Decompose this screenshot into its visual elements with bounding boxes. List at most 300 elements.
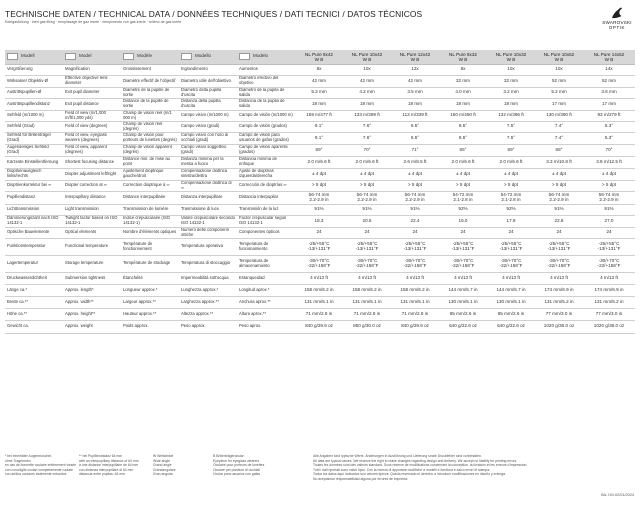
row-label: Campo visivo (gradi)	[179, 121, 237, 132]
row-label: Functional temperature	[63, 238, 121, 255]
row-value: 158 mm/6.2 in	[391, 284, 439, 296]
row-label: Temperatura de almacenamiento	[237, 255, 295, 272]
row-value: -30/+70°C -22/+158°F	[487, 255, 535, 272]
row-label: Magnification	[63, 64, 121, 75]
row-label: Température de stockage	[121, 255, 179, 272]
row-label: Longitud aprox.*	[237, 284, 295, 296]
lang-header	[237, 50, 295, 64]
row-label: Breite ca.**	[5, 296, 63, 308]
row-label: Sehfeld für Brillenträger (Grad)	[5, 132, 63, 144]
row-value: 6.5°	[391, 132, 439, 144]
row-value: 91%	[295, 204, 343, 215]
row-label: Exit pupil distance	[63, 98, 121, 110]
row-value: 9.1°	[295, 132, 343, 144]
flag-icon	[239, 53, 250, 60]
row-value: 2.0 m/6.6 ft	[343, 156, 391, 168]
table-row	[5, 132, 635, 144]
row-label: Pupillendistanz	[5, 191, 63, 204]
table-row	[5, 308, 635, 320]
brand-logo	[600, 6, 634, 30]
row-value: 4 m/13 ft	[583, 272, 635, 284]
row-label: Campo visivo (m/1000 m)	[179, 110, 237, 121]
row-label: Ajuste de dioptrías izquierda/derecha	[237, 168, 295, 180]
row-value: 7.6°	[343, 132, 391, 144]
row-label: Compensazione diottrica di ∞	[179, 180, 237, 191]
logo-sub: OPTIK	[608, 25, 626, 30]
row-value: 158 mm/6.2 in	[295, 284, 343, 296]
row-value: -25/+55°C -13/+131°F	[295, 238, 343, 255]
row-value: > 5 dpt	[439, 180, 487, 191]
row-value: ± 4 dpt	[439, 168, 487, 180]
row-label: Corrección de dioptrías ∞	[237, 180, 295, 191]
row-value: 5.3°	[583, 132, 635, 144]
row-value: 132 m/396 ft	[487, 110, 535, 121]
row-value: 4 m/13 ft	[295, 272, 343, 284]
row-value: 8x	[295, 64, 343, 75]
row-label: Distanza della pupilla d'uscita	[179, 98, 237, 110]
row-value: 65 mm/2.6 in	[487, 308, 535, 320]
row-label: Dioptrienkorrektur bei ∞	[5, 180, 63, 191]
row-value: 32 mm	[439, 75, 487, 87]
row-label: Austrittspupillendistanz	[5, 98, 63, 110]
lang-header	[63, 50, 121, 64]
row-label: Distanza interpupillare	[179, 191, 237, 204]
row-value: 92%	[487, 204, 535, 215]
row-label: Distance min. de mise au point	[121, 156, 179, 168]
row-value: 7.6°	[343, 121, 391, 132]
footnote-line: with an interpupillary distance of 64 mm	[79, 458, 139, 463]
row-label: Diopter correction at ∞	[63, 180, 121, 191]
row-value: -25/+55°C -13/+131°F	[583, 238, 635, 255]
row-value: 4 m/13 ft	[487, 272, 535, 284]
row-label: Estanqueidad	[237, 272, 295, 284]
row-value: -25/+55°C -13/+131°F	[391, 238, 439, 255]
footnote-line: Gran angular	[153, 472, 173, 477]
row-value: 113 m/339 ft	[391, 110, 439, 121]
row-label: Peso approx.	[179, 320, 237, 333]
row-label: Effective objective lens diameter	[63, 75, 121, 87]
row-value: 16.0	[439, 215, 487, 227]
table-row	[5, 320, 635, 333]
model-header: NL Pure 12x42 W B	[391, 50, 439, 64]
row-value: 4 m/13 ft	[439, 272, 487, 284]
footnote-line: Eyepiece for eyeglass wearers	[213, 458, 260, 463]
row-value: -30/+70°C -22/+158°F	[343, 255, 391, 272]
row-value: 3.8 m/12.5 ft	[583, 156, 635, 168]
disclaimer-line: All data are typical values. We reserve the right to make changes regarding design and delivery. We accept no liability for printing errors.	[313, 458, 518, 463]
row-value: 93 m/279 ft	[583, 110, 635, 121]
row-value: 2.0 m/6.6 ft	[487, 156, 535, 168]
row-label: Champ de vision apparent (degrés)	[121, 144, 179, 156]
row-value: 18 mm	[487, 98, 535, 110]
row-label: Distancia interpupilar	[237, 191, 295, 204]
row-value: 150 m/450 ft	[439, 110, 487, 121]
row-label: Storage temperature	[63, 255, 121, 272]
row-value: 3.3 m/10.8 ft	[535, 156, 583, 168]
row-value: 640 g/22.6 oz	[439, 320, 487, 333]
row-value: 7.5°	[487, 132, 535, 144]
row-value: 2.0 m/6.6 ft	[439, 156, 487, 168]
lang-header-label: Modèle	[137, 53, 153, 59]
row-label: Augenseitiges Sehfeld (Grad)	[5, 144, 63, 156]
row-label: Diamètre de la pupille de sortie	[121, 87, 179, 98]
table-row	[5, 227, 635, 238]
row-value: 10x	[487, 64, 535, 75]
row-label: Approx. height**	[63, 308, 121, 320]
table-row	[5, 75, 635, 87]
footnote-eyeglass	[213, 454, 264, 477]
footnote-wide-angle	[153, 454, 176, 477]
row-label: Approx. width**	[63, 296, 121, 308]
row-value: 131 mm/5.2 in	[583, 296, 635, 308]
row-label: Compensazione diottrica sinistra/destra	[179, 168, 237, 180]
row-value: 17.9	[487, 215, 535, 227]
row-label: Dämmerungszahl nach ISO 14132-1	[5, 215, 63, 227]
row-value: 77 mm/3.0 in	[583, 308, 635, 320]
row-value: 840 g/29.6 oz	[391, 320, 439, 333]
row-label: Ajustement dioptrique gauche/droit	[121, 168, 179, 180]
row-value: -25/+55°C -13/+131°F	[439, 238, 487, 255]
row-label: Austrittspupillen-Ø	[5, 87, 63, 98]
table-row	[5, 64, 635, 75]
row-value: ± 4 dpt	[343, 168, 391, 180]
row-label: Ingrandimento	[179, 64, 237, 75]
row-value: 70°	[343, 144, 391, 156]
row-label: Distancia de la pupila de salida	[237, 98, 295, 110]
disclaimer-line: Toutes les données sont des valeurs standard. Sous réserve de modifications concernant la conception, la livraison et les erreurs d'impression.	[313, 463, 528, 468]
row-value: 91%	[343, 204, 391, 215]
row-label: Höhe ca.**	[5, 308, 63, 320]
row-label: Grossissement	[121, 64, 179, 75]
footnote-line: ** bei Pupillendistanz 64 mm	[79, 454, 123, 458]
lang-header-label: Modello	[195, 53, 212, 59]
row-value: 3.5 mm	[391, 87, 439, 98]
row-label: Exit pupil diameter	[63, 87, 121, 98]
row-value: 2.6 m/8.5 ft	[391, 156, 439, 168]
row-label: Lunghezza approx.*	[179, 284, 237, 296]
row-label: Transmisión de la luz	[237, 204, 295, 215]
row-value: 7.4°	[535, 132, 583, 144]
row-value: 56-74 mm 2.2-2.9 in	[535, 191, 583, 204]
row-label: Field of view (m/1,000 m/ft/1,000 yds)	[63, 110, 121, 121]
footnote-line: Oculare per portatori di occhiali	[213, 467, 260, 472]
row-label: Shortest focusing distance	[63, 156, 121, 168]
row-value: > 5 dpt	[295, 180, 343, 191]
row-label: Numero delle componenti ottiche	[179, 227, 237, 238]
row-label: Interpupillary distance	[63, 191, 121, 204]
row-value: 70°	[583, 144, 635, 156]
table-row	[5, 255, 635, 272]
row-label: Dioptrienausgleich links/rechts	[5, 168, 63, 180]
row-label: Correction dioptrique à ∞	[121, 180, 179, 191]
row-value: 52 mm	[535, 75, 583, 87]
row-value: 7.5°	[487, 121, 535, 132]
row-label: Temperatura operativa	[179, 238, 237, 255]
footnote-line: distancia entre pupilas: 64 mm	[79, 472, 125, 477]
row-value: 24	[439, 227, 487, 238]
table-row	[5, 168, 635, 180]
row-value: 850 g/30.0 oz	[343, 320, 391, 333]
footnote-line: en cas de bonnette oculaire entièrement vissée	[5, 463, 77, 468]
row-value: 71°	[391, 144, 439, 156]
lang-header-label: Modell	[21, 53, 35, 59]
table-row	[5, 215, 635, 227]
row-label: Field of view, apparent (degrees)	[63, 144, 121, 156]
row-value: 5.3 mm	[295, 87, 343, 98]
row-value: 133 m/399 ft	[343, 110, 391, 121]
lang-header-label: Modelo	[253, 53, 269, 59]
row-value: 130 mm/5.1 in	[487, 296, 535, 308]
lang-header	[121, 50, 179, 64]
disclaimer-line: No aceptamos responsabilidad alguna por errores de imprenta.	[313, 476, 408, 481]
footnote-line: ohne Tragriemen	[5, 458, 31, 463]
row-value: -25/+55°C -13/+131°F	[535, 238, 583, 255]
disclaimer-line: Alle Angaben sind typische Werte. Änderungen in Ausführung und Lieferung sowie Druckfehler sind vorbehalten.	[313, 454, 482, 458]
row-value: -30/+70°C -22/+158°F	[583, 255, 635, 272]
footnote-line: Grand angle	[153, 463, 172, 468]
table-row	[5, 98, 635, 110]
spec-table	[5, 50, 635, 334]
row-value: 91%	[535, 204, 583, 215]
row-value: 42 mm	[295, 75, 343, 87]
row-value: 3.6 mm	[583, 87, 635, 98]
row-value: 42 mm	[391, 75, 439, 87]
row-value: 54-72 mm 2.1-2.8 in	[487, 191, 535, 204]
row-label: Lichttransmission	[5, 204, 63, 215]
footnote-line: con distanza interpupillare di 64 mm	[79, 467, 134, 472]
disclaimer	[313, 454, 613, 482]
row-label: Diámetro de la pupila de salida	[237, 87, 295, 98]
row-value: -25/+55°C -13/+131°F	[343, 238, 391, 255]
row-label: Temperatura de funcionamiento	[237, 238, 295, 255]
table-row	[5, 110, 635, 121]
lang-header	[179, 50, 237, 64]
row-label: Altura aprox.**	[237, 308, 295, 320]
row-label: Optische Bauelemente	[5, 227, 63, 238]
row-value: 159 m/477 ft	[295, 110, 343, 121]
footnote-line: Wide angle	[153, 458, 170, 463]
row-label: Longueur approx.*	[121, 284, 179, 296]
row-label: Distance interpupillaire	[121, 191, 179, 204]
row-value: 130 mm/5.1 in	[439, 296, 487, 308]
row-value: 2.0 m/6.6 ft	[295, 156, 343, 168]
row-value: 130 m/390 ft	[535, 110, 583, 121]
logo-brand: SWAROVSKI	[602, 20, 632, 25]
row-value: 24	[535, 227, 583, 238]
row-value: 24	[343, 227, 391, 238]
header-row	[5, 50, 635, 64]
row-value: 24	[391, 227, 439, 238]
row-label: Valore crepuscolare secondo ISO 14132-1	[179, 215, 237, 227]
row-value: 3.2 mm	[487, 87, 535, 98]
row-value: 91%	[391, 204, 439, 215]
row-label: Submersion tightness	[63, 272, 121, 284]
row-value: 65 mm/2.6 in	[439, 308, 487, 320]
row-value: 131 mm/5.1 in	[295, 296, 343, 308]
row-value: 131 mm/5.2 in	[535, 296, 583, 308]
row-label: Nombre d'éléments optiques	[121, 227, 179, 238]
row-value: 174 mm/6.9 in	[535, 284, 583, 296]
row-value: 54-72 mm 2.1-2.8 in	[439, 191, 487, 204]
table-row	[5, 156, 635, 168]
row-value: 174 mm/6.9 in	[583, 284, 635, 296]
row-value: 5.2 mm	[535, 87, 583, 98]
model-header: NL Pure 8x42 W B	[295, 50, 343, 64]
row-value: 131 mm/5.1 in	[391, 296, 439, 308]
row-label: Diopter adjustment left/right	[63, 168, 121, 180]
row-label: Poids approx.	[121, 320, 179, 333]
row-value: 22.8	[535, 215, 583, 227]
row-value: 77 mm/3.0 in	[535, 308, 583, 320]
row-value: 17 mm	[583, 98, 635, 110]
document-code: BA-740-02/01/2024	[601, 493, 634, 497]
page-title: TECHNISCHE DATEN / TECHNICAL DATA / DONNÉES TECHNIQUES / DATI TECNICI / DATOS TÉCNICOS	[5, 9, 423, 19]
row-value: 52 mm	[583, 75, 635, 87]
row-label: Approx. weight	[63, 320, 121, 333]
footnote-line: Ocular para usuarios con gafas	[213, 472, 261, 477]
row-value: 18 mm	[295, 98, 343, 110]
row-label: Campo de visión (grados)	[237, 121, 295, 132]
disclaimer-line: Tutti i dati riportati sono valori tipici. Con la riserva di apportare modifiche a modelli e fornitura e salvo errori di stampa.	[313, 467, 491, 472]
row-label: Trasmissione di luce	[179, 204, 237, 215]
row-value: 17 mm	[535, 98, 583, 110]
row-value: 69°	[295, 144, 343, 156]
row-value: 18 mm	[391, 98, 439, 110]
row-value: 12x	[391, 64, 439, 75]
row-value: -30/+70°C -22/+158°F	[391, 255, 439, 272]
row-label: Hauteur approx.**	[121, 308, 179, 320]
row-value: 14x	[583, 64, 635, 75]
footnote-line: B Brillenträgerokular	[213, 454, 244, 458]
row-label: Aumentos	[237, 64, 295, 75]
footnote-line: con conchiglie oculari completamente ruotate	[5, 467, 74, 472]
row-value: 24	[583, 227, 635, 238]
row-value: 8.5°	[439, 132, 487, 144]
row-label: Diámetro efectivo del objetivo	[237, 75, 295, 87]
flag-icon	[123, 53, 134, 60]
table-row	[5, 144, 635, 156]
row-value: 4.2 mm	[343, 87, 391, 98]
row-value: 131 mm/5.1 in	[343, 296, 391, 308]
model-header: NL Pure 10x42 W B	[343, 50, 391, 64]
row-label: Optical elements	[63, 227, 121, 238]
table-row	[5, 296, 635, 308]
row-label: Larghezza approx.**	[179, 296, 237, 308]
row-label: Champ de vision réel (m/1 000 m)	[121, 110, 179, 121]
row-value: ± 4 dpt	[487, 168, 535, 180]
row-value: 10x	[535, 64, 583, 75]
row-value: 24	[487, 227, 535, 238]
row-value: 32 mm	[487, 75, 535, 87]
row-value: 7.4°	[535, 121, 583, 132]
row-label: Indice crépusculaire (ISO 14132-1)	[121, 215, 179, 227]
model-header: NL Pure 10x32 W B	[487, 50, 535, 64]
row-value: -30/+70°C -22/+158°F	[535, 255, 583, 272]
row-label: Étanchéité	[121, 272, 179, 284]
table-row	[5, 180, 635, 191]
row-value: ± 4 dpt	[535, 168, 583, 180]
row-value: 24	[295, 227, 343, 238]
flag-icon	[65, 53, 76, 60]
row-value: > 5 dpt	[535, 180, 583, 191]
row-value: 1020 g/36.0 oz	[535, 320, 583, 333]
row-label: Transmission de lumière	[121, 204, 179, 215]
footnote-line: W Weitwinkel	[153, 454, 174, 458]
row-value: ± 4 dpt	[295, 168, 343, 180]
row-label: Distanza minima per la messa a fuoco	[179, 156, 237, 168]
row-label: Kürzeste Einstellentfernung	[5, 156, 63, 168]
row-value: > 5 dpt	[343, 180, 391, 191]
row-value: 8x	[439, 64, 487, 75]
row-label: Vergrößerung	[5, 64, 63, 75]
row-label: Field of view, eyeglass wearers (degrees)	[63, 132, 121, 144]
row-value: 71 mm/2.8 in	[343, 308, 391, 320]
row-value: -30/+70°C -22/+158°F	[295, 255, 343, 272]
row-value: 144 mm/5.7 in	[487, 284, 535, 296]
row-value: 56-74 mm 2.2-2.9 in	[295, 191, 343, 204]
row-value: 65°	[439, 144, 487, 156]
row-value: 68°	[535, 144, 583, 156]
row-value: 6.5°	[391, 121, 439, 132]
row-value: 92%	[439, 204, 487, 215]
row-label: Température de fonctionnement	[121, 238, 179, 255]
row-label: Altezza approx.**	[179, 308, 237, 320]
row-label: Diamètre effectif de l'objectif	[121, 75, 179, 87]
row-value: 4 m/13 ft	[343, 272, 391, 284]
row-label: Champ de vision pour porteurs de lunettes (degrés)	[121, 132, 179, 144]
row-value: 4 m/13 ft	[391, 272, 439, 284]
table-row	[5, 204, 635, 215]
footnote-line: * bei einerfalter Augenmuschel,	[5, 454, 52, 458]
table-row	[5, 272, 635, 284]
row-value: -30/+70°C -22/+158°F	[439, 255, 487, 272]
footnote-pupil	[79, 454, 139, 477]
row-value: 10x	[343, 64, 391, 75]
row-label: Länge ca.*	[5, 284, 63, 296]
row-value: 4 m/13 ft	[535, 272, 583, 284]
row-label: Peso aprox.	[237, 320, 295, 333]
row-value: ± 4 dpt	[583, 168, 635, 180]
row-value: 22.4	[391, 215, 439, 227]
row-label: Champ de vision réel (degrés)	[121, 121, 179, 132]
row-value: 640 g/22.6 oz	[487, 320, 535, 333]
swan-icon	[609, 6, 625, 20]
table-row	[5, 191, 635, 204]
row-value: 144 mm/5.7 in	[439, 284, 487, 296]
row-value: 5.3°	[583, 121, 635, 132]
table-row	[5, 238, 635, 255]
flag-icon	[7, 53, 18, 60]
row-value: 4.0 mm	[439, 87, 487, 98]
footnote-line: Grandangolare	[153, 467, 176, 472]
row-label: Componentes ópticos	[237, 227, 295, 238]
row-label: Largeur approx.**	[121, 296, 179, 308]
row-value: -25/+55°C -13/+131°F	[487, 238, 535, 255]
table-row	[5, 284, 635, 296]
row-label: Wirksamer Objektiv-Ø	[5, 75, 63, 87]
row-label: Distance de la pupille de sortie	[121, 98, 179, 110]
footnote-length	[5, 454, 76, 477]
row-value: 56-74 mm 2.2-2.9 in	[583, 191, 635, 204]
row-value: 1020 g/36.0 oz	[583, 320, 635, 333]
row-value: > 5 dpt	[391, 180, 439, 191]
row-value: 20.5	[343, 215, 391, 227]
row-label: Field of view (degrees)	[63, 121, 121, 132]
row-label: Factor crepuscular según ISO 14132-1	[237, 215, 295, 227]
row-value: 158 mm/6.2 in	[343, 284, 391, 296]
row-label: Campo visivo con l'uso di occhiali (gradi)	[179, 132, 237, 144]
row-value: 71 mm/2.8 in	[391, 308, 439, 320]
